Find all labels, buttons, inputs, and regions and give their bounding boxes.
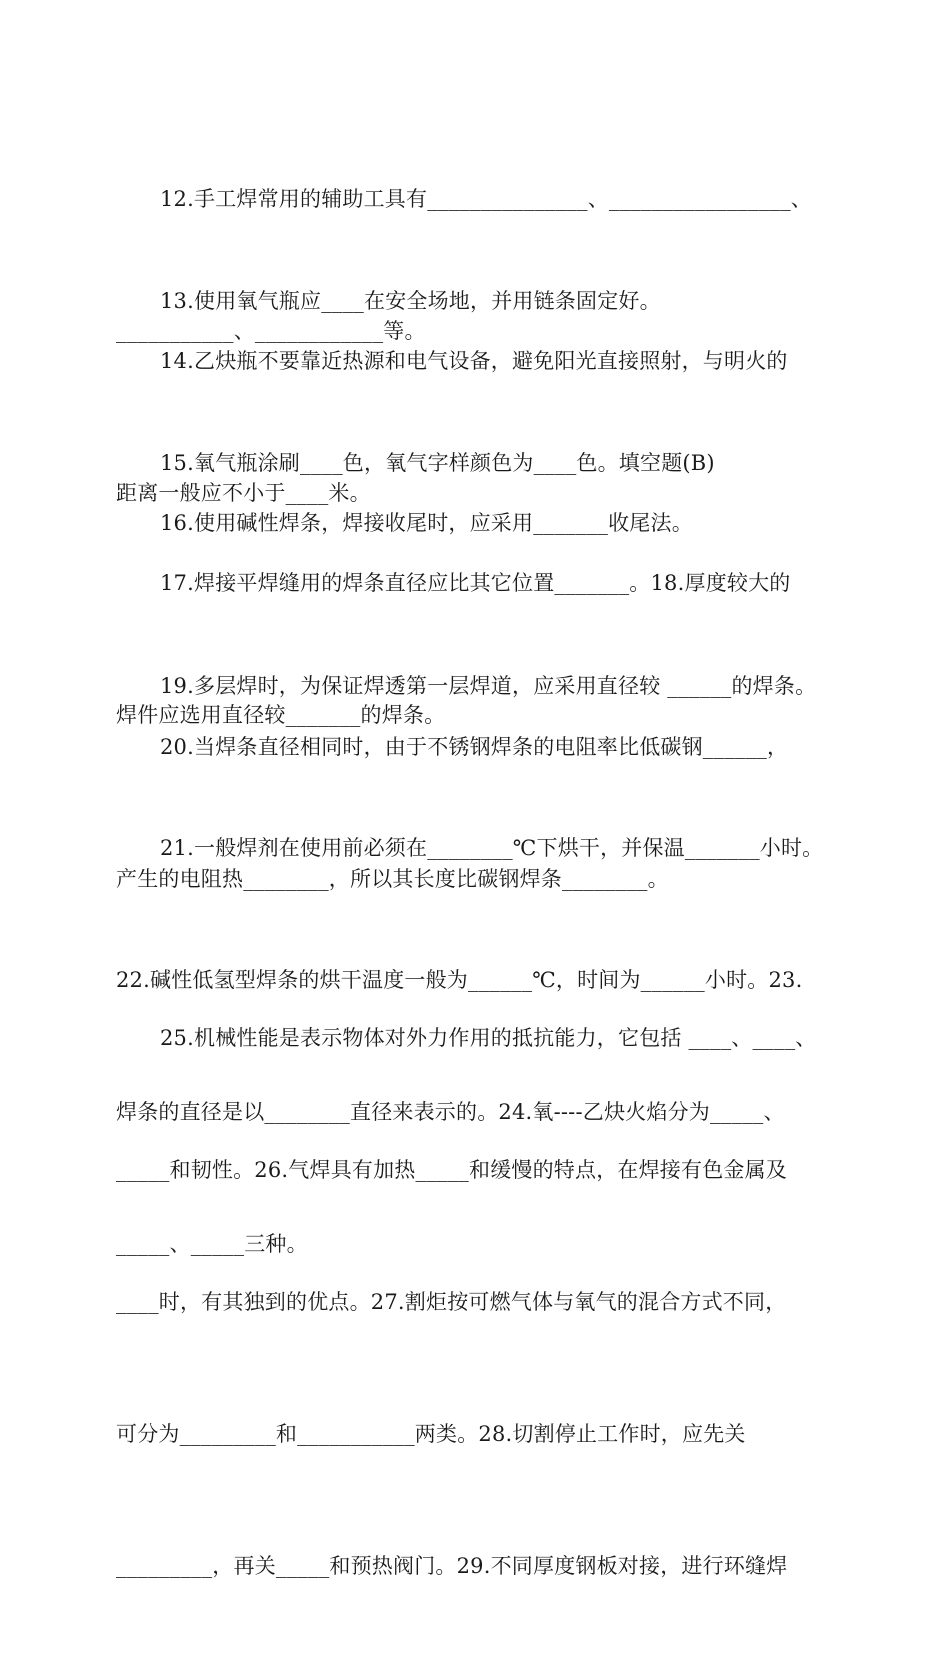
text-line: 22.碱性低氢型焊条的烘干温度一般为______℃，时间为______小时。23. — [116, 968, 803, 992]
text-line: 25.机械性能是表示物体对外力作用的抵抗能力，它包括 ____、____、 — [160, 1026, 817, 1050]
text-line: 距离一般应不小于____米。 — [116, 481, 371, 505]
text-line: 16.使用碱性焊条，焊接收尾时，应采用_______收尾法。 — [160, 511, 693, 535]
text-line: 17.焊接平焊缝用的焊条直径应比其它位置_______。18.厚度较大的 — [160, 571, 791, 595]
text-line: ___________、____________等。 — [116, 319, 426, 343]
text-line: _____和韧性。26.气焊具有加热_____和缓慢的特点，在焊接有色金属及 — [116, 1158, 787, 1182]
text-line: 19.多层焊时，为保证焊透第一层焊道，应采用直径较 ______的焊条。 — [160, 674, 817, 698]
text-line: ____时，有其独到的优点。27.割炬按可燃气体与氧气的混合方式不同， — [116, 1290, 787, 1314]
text-line: _________，再关_____和预热阀门。29.不同厚度钢板对接，进行环缝焊 — [116, 1554, 788, 1578]
text-line: 可分为_________和___________两类。28.切割停止工作时，应先关 — [116, 1422, 746, 1446]
text-line: 14.乙炔瓶不要靠近热源和电气设备，避免阳光直接照射，与明火的 — [160, 349, 788, 373]
text-line: 21.一般焊剂在使用前必须在________℃下烘干，并保温_______小时。 — [160, 836, 824, 860]
text-line: 13.使用氧气瓶应____在安全场地，并用链条固定好。 — [160, 289, 661, 313]
text-line: 12.手工焊常用的辅助工具有_______________、_________________、 — [160, 187, 812, 211]
question-25-29 — [116, 928, 856, 1676]
text-line: 焊条的直径是以________直径来表示的。24.氧----乙炔火焰分为_____、 — [116, 1100, 785, 1124]
text-line: 20.当焊条直径相同时，由于不锈钢焊条的电阻率比低碳钢______， — [160, 735, 789, 759]
text-line: _____、_____三种。 — [116, 1232, 308, 1256]
text-line: 焊件应选用直径较_______的焊条。 — [116, 703, 446, 727]
text-line: 15.氧气瓶涂刷____色，氧气字样颜色为____色。填空题(B) — [160, 451, 715, 475]
text-line: 产生的电阻热________，所以其长度比碳钢焊条________。 — [116, 867, 669, 891]
